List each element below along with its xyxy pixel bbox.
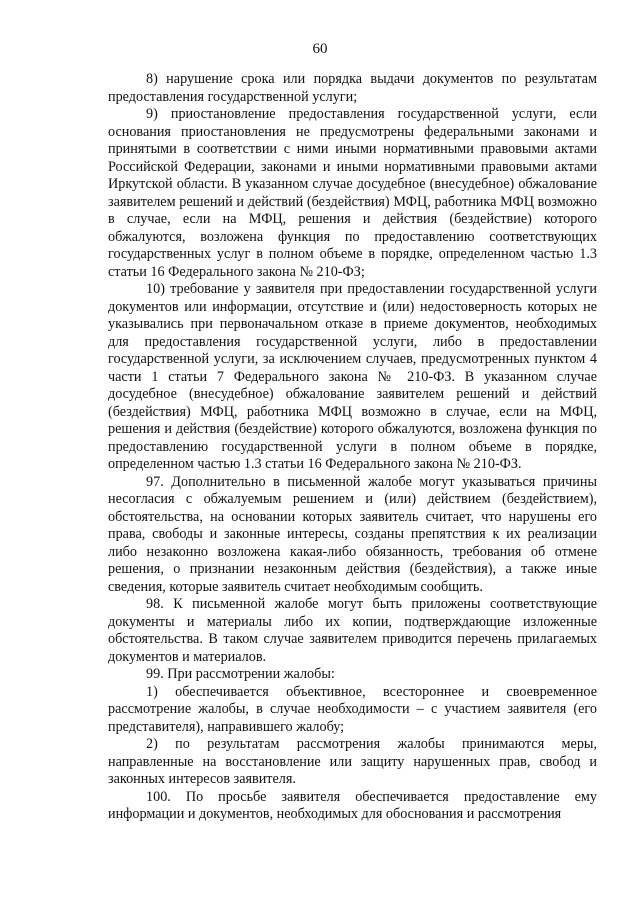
- paragraph-item-10: 10) требование у заявителя при предоставлении государственной услуги документов или информации, отсутствие и (или) недостоверность которых не указывались при первоначальном отказе в приеме документов, необходимых для предоставления государственной услуги, либо в предоставлении государственной услуги, за исключением случаев, предусмотренных пунктом 4 части 1 статьи 7 Федерального закона № 210-ФЗ. В указанном случае досудебное (внесудебное) обжалование заявителем решений и действий (бездействия) МФЦ, работника МФЦ возможно в случае, если на МФЦ, решения и действия (бездействие) которого обжалуются, возложена функция по предоставлению государственной услуги в полном объеме в порядке, определенном частью 1.3 статьи 16 Федерального закона № 210-ФЗ.: [108, 281, 597, 472]
- paragraph-99-item-1: 1) обеспечивается объективное, всестороннее и своевременное рассмотрение жалобы, в случае необходимости – с участием заявителя (его представителя), направившего жалобу;: [108, 683, 597, 735]
- paragraph-item-9: 9) приостановление предоставления государственной услуги, если основания приостановления не предусмотрены федеральными законами и принятыми в соответствии с ними иными нормативными правовыми актами Российской Федерации, законами и иными нормативными правовыми актами Иркутской области. В указанном случае досудебное (внесудебное) обжалование заявителем решений и действий (бездействия) МФЦ, работника МФЦ возможно в случае, если на МФЦ, решения и действия (бездействие) которого обжалуются, возложена функция по предоставлению соответствующих государственных услуг в полном объеме в порядке, определенном частью 1.3 статьи 16 Федерального закона № 210-ФЗ;: [108, 106, 597, 280]
- document-body: [108, 71, 597, 824]
- paragraph-99-item-2: 2) по результатам рассмотрения жалобы принимаются меры, направленные на восстановление или защиту нарушенных прав, свобод и законных интересов заявителя.: [108, 736, 597, 787]
- paragraph-item-8: 8) нарушение срока или порядка выдачи документов по результатам предоставления государственной услуги;: [108, 71, 597, 105]
- paragraph-100: 100. По просьбе заявителя обеспечивается предоставление ему информации и документов, необходимых для обоснования и рассмотрения: [108, 788, 597, 822]
- paragraph-98: 98. К письменной жалобе могут быть приложены соответствующие документы и материалы либо их копии, подтверждающие изложенные обстоятельства. В таком случае заявителем приводится перечень прилагаемых документов и материалов.: [108, 596, 597, 665]
- paragraph-99: 99. При рассмотрении жалобы:: [146, 666, 335, 682]
- paragraph-97: 97. Дополнительно в письменной жалобе могут указываться причины несогласия с обжалуемым решением и (или) действием (бездействием), обстоятельства, на основании которых заявитель считает, что нарушены его права, свободы и законные интересы, созданы препятствия к их реализации либо незаконно возложена какая-либо обязанность, требования об отмене решения, о признании незаконным действия (бездействия), а также иные сведения, которые заявитель считает необходимым сообщить.: [108, 473, 597, 595]
- page-number: 60: [312, 41, 328, 57]
